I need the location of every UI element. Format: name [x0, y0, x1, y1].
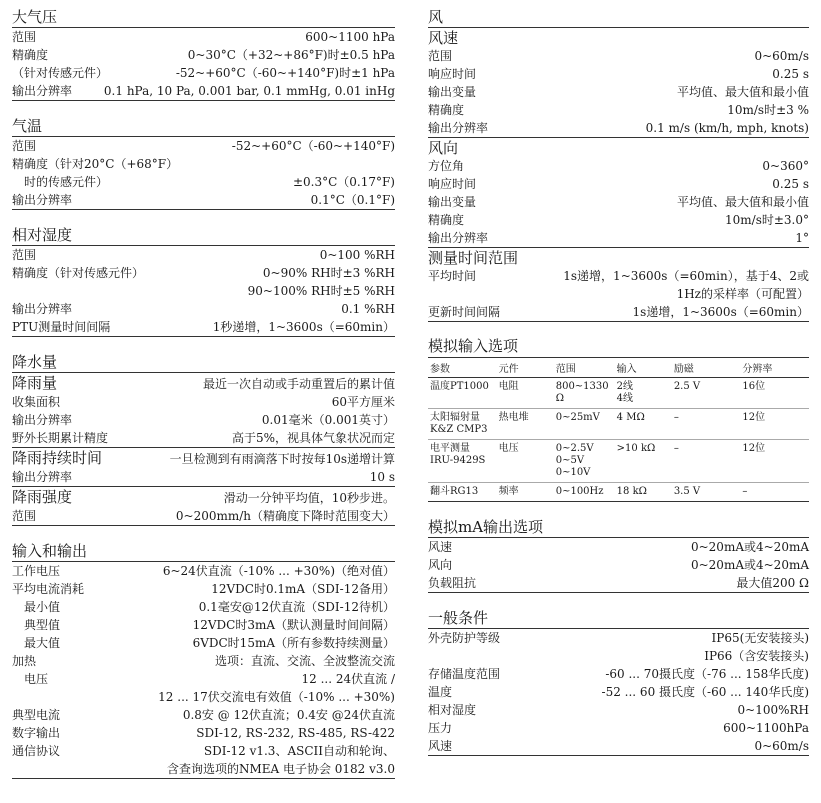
analog-in-header-cell: 参数: [428, 358, 497, 378]
value: -60 ... 70摄氏度（-76 ... 158华氏度): [605, 667, 809, 681]
value: SDI-12, RS-232, RS-485, RS-422: [196, 726, 395, 740]
value: 0~30°C（+32~+86°F)时±0.5 hPa: [187, 48, 395, 62]
io-voltage-row: [12, 562, 395, 580]
label: 降雨强度: [12, 488, 73, 506]
table-cell: 温度PT1000: [428, 378, 497, 409]
io-min-row: [12, 598, 395, 616]
table-cell: 太阳辐射量 K&Z CMP3: [428, 409, 497, 440]
avg-time-row: [428, 267, 809, 285]
table-cell: –: [740, 483, 809, 502]
io-title: 输入和输出: [12, 540, 395, 562]
label: 精确度（针对20°C（+68°F）: [12, 157, 179, 171]
value: 高于5%，视具体气象状况而定: [231, 431, 395, 445]
gen-wind-row: [428, 737, 809, 756]
value: 10m/s时±3 %: [727, 103, 809, 117]
label: 温度: [428, 685, 453, 699]
temp-accuracy-row-2: [12, 173, 395, 191]
temp-range-row: [12, 137, 395, 155]
analog-in-table: [428, 357, 809, 502]
label: 降雨量: [12, 374, 58, 392]
value: 0~60m/s: [754, 49, 809, 63]
io-max-row: [12, 634, 395, 652]
value: 0.8安 @ 12伏直流；0.4安 @24伏直流: [182, 708, 395, 722]
humidity-resolution-row: [12, 300, 395, 318]
ao-ws-row: [428, 538, 809, 556]
label: 最小值: [24, 600, 61, 614]
analog-in-header-cell: 输入: [615, 358, 672, 378]
io-avg-current-row: [12, 580, 395, 598]
label: 更新时间间隔: [428, 305, 501, 319]
wind-dir-title: 风向: [428, 139, 459, 157]
table-cell: 热电堆: [497, 409, 554, 440]
analog-in-header-cell: 励磁: [672, 358, 741, 378]
gen-rh-row: [428, 701, 809, 719]
label: 典型电流: [12, 708, 61, 722]
label: 风速: [428, 739, 453, 753]
value: 60平方厘米: [331, 395, 395, 409]
gen-ip-row: [428, 629, 809, 647]
label: 范围: [12, 248, 37, 262]
table-cell: >10 kΩ: [615, 440, 672, 483]
pressure-accuracy-row-2: [12, 64, 395, 82]
label: 输出分辨率: [428, 231, 489, 245]
wd-response-row: [428, 175, 809, 193]
label: 相对湿度: [428, 703, 477, 717]
general-title: 一般条件: [428, 607, 809, 629]
label: 风速: [428, 540, 453, 554]
ao-load-row: [428, 574, 809, 593]
value: 0.25 s: [772, 177, 809, 191]
value: 0~20mA或4~20mA: [690, 540, 809, 554]
analog-in-header-cell: 元件: [497, 358, 554, 378]
value: 0.1 m/s (km/h, mph, knots): [645, 121, 809, 135]
wd-resolution-row: [428, 229, 809, 248]
label: 精确度（针对传感元件）: [12, 266, 145, 280]
value: 最大值200 Ω: [736, 576, 809, 590]
table-cell: 翻斗RG13: [428, 483, 497, 502]
table-cell: 2线 4线: [615, 378, 672, 409]
io-heat-row: [12, 652, 395, 670]
pressure-accuracy-row: [12, 46, 395, 64]
analog-in-header-cell: 分辨率: [740, 358, 809, 378]
label: 输出分辨率: [12, 470, 73, 484]
label: 压力: [428, 721, 453, 735]
table-row: [428, 409, 809, 440]
label: 输出分辨率: [12, 193, 73, 207]
wind-title: 风: [428, 6, 809, 28]
humidity-accuracy-cont: 90~100% RH时±5 %RH: [247, 284, 395, 298]
io-protocol-row: [12, 742, 395, 760]
table-row: [428, 483, 809, 502]
value: 0~100 %RH: [319, 248, 395, 262]
label: 电压: [24, 672, 49, 686]
io-protocol-cont: 含查询选项的NMEA 电子协会 0182 v3.0: [12, 760, 395, 779]
rain-intensity-row: [12, 487, 395, 507]
gen-temp-row: [428, 683, 809, 701]
pressure-title: 大气压: [12, 6, 395, 28]
value: -52~+60°C（-60~+140°F)时±1 hPa: [175, 66, 395, 80]
label: 降雨持续时间: [12, 449, 103, 467]
meas-time-title: 测量时间范围: [428, 249, 519, 267]
table-cell: 频率: [497, 483, 554, 502]
table-row: [428, 440, 809, 483]
label: 收集面积: [12, 395, 61, 409]
table-cell: –: [672, 440, 741, 483]
analog-in-body: [428, 378, 809, 502]
table-cell: 12位: [740, 409, 809, 440]
value: 0.01毫米（0.001英寸）: [261, 413, 395, 427]
humidity-range-row: [12, 246, 395, 264]
table-cell: 0~100Hz: [554, 483, 615, 502]
rain-amount-row: [12, 373, 395, 393]
value: 1s递增，1~3600s（=60min），基于4、2或: [563, 269, 809, 283]
value: 0~90% RH时±3 %RH: [262, 266, 395, 280]
value: IP65(无安装接头): [711, 631, 809, 645]
io-heat-voltage-row: [12, 670, 395, 688]
wind-speed-title: 风速: [428, 29, 459, 47]
wd-range-row: [428, 157, 809, 175]
avg-time-cont: 1Hz的采样率（可配置）: [676, 287, 809, 301]
table-cell: 电平测量 IRU-9429S: [428, 440, 497, 483]
label: 输出分辨率: [12, 84, 73, 98]
table-cell: 4 MΩ: [615, 409, 672, 440]
rain-intensity-range-row: [12, 507, 395, 526]
label: 平均电流消耗: [12, 582, 85, 596]
value: 10m/s时±3.0°: [725, 213, 809, 227]
rain-area-row: [12, 393, 395, 411]
io-heat-voltage-cont: 12 ... 17伏交流电有效值（-10% ... +30%): [158, 690, 395, 704]
update-interval-row: [428, 303, 809, 322]
value: 600~1100 hPa: [305, 30, 395, 44]
wd-accuracy-row: [428, 211, 809, 229]
value: 12VDC时0.1mA（SDI-12备用）: [211, 582, 395, 596]
temp-title: 气温: [12, 115, 395, 137]
table-cell: 16位: [740, 378, 809, 409]
label: 输出分辨率: [12, 413, 73, 427]
table-cell: 电压: [497, 440, 554, 483]
value: 平均值、最大值和最小值: [676, 85, 809, 99]
label: 负载阻抗: [428, 576, 477, 590]
pressure-resolution-row: [12, 82, 395, 101]
io-typ-row: [12, 616, 395, 634]
label: 时的传感元件）: [24, 175, 109, 189]
label: 输出分辨率: [428, 121, 489, 135]
table-cell: 800~1330 Ω: [554, 378, 615, 409]
label: 响应时间: [428, 67, 477, 81]
label: 风向: [428, 558, 453, 572]
temp-resolution-row: [12, 191, 395, 210]
temp-accuracy-row: [12, 155, 395, 173]
value: 0~200mm/h（精确度下降时范围变大）: [175, 509, 395, 523]
value: 平均值、最大值和最小值: [676, 195, 809, 209]
label: 范围: [12, 509, 37, 523]
label: 精确度: [428, 103, 465, 117]
value: 0~100%RH: [737, 703, 809, 717]
label: 范围: [12, 30, 37, 44]
label: 精确度: [428, 213, 465, 227]
left-column: [12, 6, 395, 779]
value: 1°: [795, 231, 809, 245]
ao-wd-row: [428, 556, 809, 574]
value: 一旦检测到有雨滴落下时按每10s递增计算: [169, 452, 395, 466]
value: 10 s: [369, 470, 395, 484]
label: PTU测量时间间隔: [12, 320, 111, 334]
value: 最近一次自动或手动重置后的累计值: [202, 377, 395, 391]
analog-in-header: [428, 358, 809, 378]
label: 输出变量: [428, 85, 477, 99]
value: 6VDC时15mA（所有参数持续测量）: [192, 636, 395, 650]
value: SDI-12 v1.3、ASCII自动和轮询、: [203, 744, 395, 758]
ws-accuracy-row: [428, 101, 809, 119]
ws-response-row: [428, 65, 809, 83]
label: 输出分辨率: [12, 302, 73, 316]
rain-field-accuracy-row: [12, 429, 395, 448]
label: 通信协议: [12, 744, 61, 758]
value: -52~+60°C（-60~+140°F): [231, 139, 395, 153]
value: 0~60m/s: [754, 739, 809, 753]
gen-pressure-row: [428, 719, 809, 737]
table-cell: 0~2.5V 0~5V 0~10V: [554, 440, 615, 483]
table-cell: 18 kΩ: [615, 483, 672, 502]
value: ±0.3°C（0.17°F): [292, 175, 395, 189]
value: 12VDC时3mA（默认测量时间间隔）: [192, 618, 395, 632]
value: 12 ... 24伏直流 /: [301, 672, 395, 686]
ws-variables-row: [428, 83, 809, 101]
table-cell: 12位: [740, 440, 809, 483]
value: 1s递增，1~3600s（=60min）: [632, 305, 809, 319]
label: 数字输出: [12, 726, 61, 740]
humidity-accuracy-row: [12, 264, 395, 282]
ws-resolution-row: [428, 119, 809, 138]
label: 范围: [428, 49, 453, 63]
value: 0.25 s: [772, 67, 809, 81]
table-cell: 3.5 V: [672, 483, 741, 502]
table-cell: 2.5 V: [672, 378, 741, 409]
value: 0~360°: [762, 159, 809, 173]
label: 范围: [12, 139, 37, 153]
value: 选项：直流、交流、全波整流交流: [214, 654, 395, 668]
right-column: [428, 6, 809, 756]
label: 方位角: [428, 159, 465, 173]
label: 外壳防护等级: [428, 631, 501, 645]
label: 典型值: [24, 618, 61, 632]
pressure-range-row: [12, 28, 395, 46]
precip-title: 降水量: [12, 351, 395, 373]
analog-in-header-cell: 范围: [554, 358, 615, 378]
label: 平均时间: [428, 269, 477, 283]
table-cell: 电阻: [497, 378, 554, 409]
io-typ-current-row: [12, 706, 395, 724]
label: 加热: [12, 654, 37, 668]
value: 600~1100hPa: [723, 721, 809, 735]
rain-duration-row: [12, 448, 395, 468]
label: （针对传感元件）: [12, 66, 109, 80]
label: 输出变量: [428, 195, 477, 209]
humidity-ptu-row: [12, 318, 395, 337]
label: 野外长期累计精度: [12, 431, 109, 445]
value: 0.1 hPa, 10 Pa, 0.001 bar, 0.1 mmHg, 0.01 inHg: [103, 84, 395, 98]
label: 精确度: [12, 48, 49, 62]
value: 0~20mA或4~20mA: [690, 558, 809, 572]
gen-ip-cont: IP66（含安装接头): [704, 649, 809, 663]
value: 0.1毫安@12伏直流（SDI-12待机）: [198, 600, 395, 614]
humidity-title: 相对湿度: [12, 224, 395, 246]
label: 最大值: [24, 636, 61, 650]
rain-duration-resolution-row: [12, 468, 395, 487]
wd-variables-row: [428, 193, 809, 211]
value: 0.1°C（0.1°F): [310, 193, 395, 207]
rain-resolution-row: [12, 411, 395, 429]
value: 6~24伏直流（-10% ... +30%)（绝对值）: [162, 564, 395, 578]
label: 存储温度范围: [428, 667, 501, 681]
table-cell: –: [672, 409, 741, 440]
label: 工作电压: [12, 564, 61, 578]
ws-range-row: [428, 47, 809, 65]
analog-out-title: 模拟mA输出选项: [428, 516, 809, 538]
value: 滑动一分钟平均值，10秒步进。: [223, 491, 395, 505]
table-cell: 0~25mV: [554, 409, 615, 440]
value: 0.1 %RH: [341, 302, 395, 316]
value: 1秒递增，1~3600s（=60min）: [212, 320, 395, 334]
value: -52 ... 60 摄氏度（-60 ... 140华氏度): [601, 685, 809, 699]
table-row: [428, 378, 809, 409]
io-digital-row: [12, 724, 395, 742]
gen-storage-row: [428, 665, 809, 683]
label: 响应时间: [428, 177, 477, 191]
analog-in-title: 模拟输入选项: [428, 337, 519, 355]
